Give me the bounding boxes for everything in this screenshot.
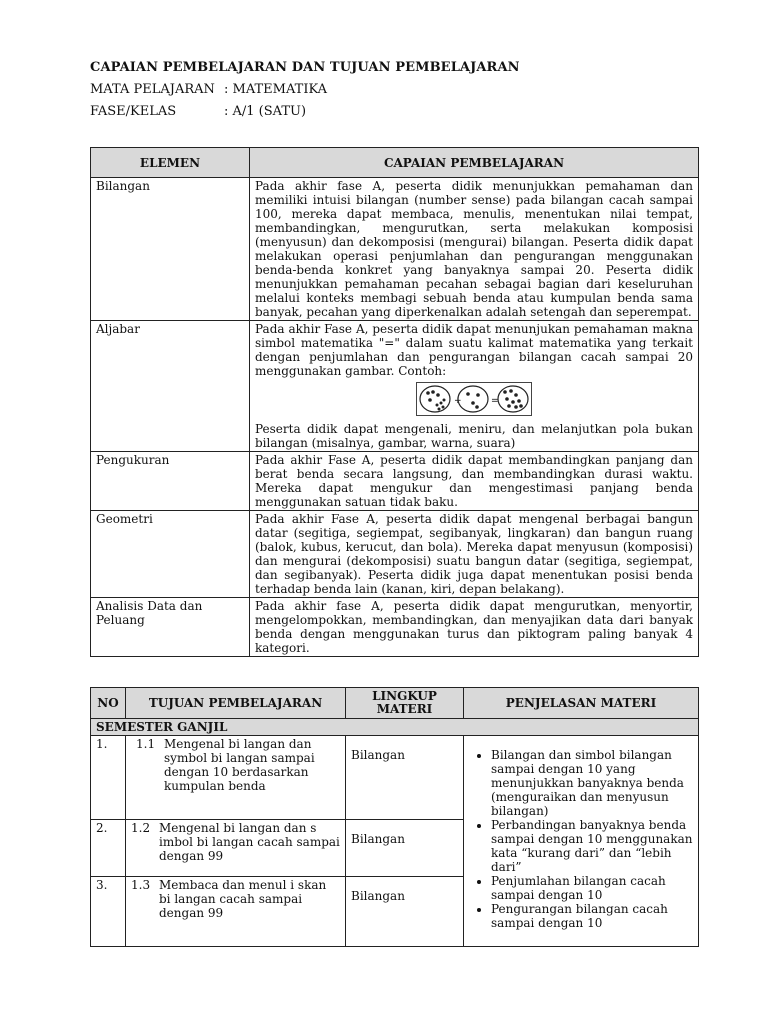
capaian-table-header <box>91 148 699 178</box>
header-lingkup: LINGKUP MATERI <box>346 688 464 719</box>
capaian-cell: Pada akhir fase A, peserta didik menunjukkan pemahaman dan memiliki intuisi bilangan (number sense) pada bilangan cacah sampai 100, mereka dapat membaca, menulis, menentukan nilai tempat, membandingkan, mengurutkan, serta melakukan komposisi (menyusun) dan dekomposisi (mengurai) bilangan. Peserta didik dapat melakukan operasi penjumlahan dan pengurangan menggunakan benda-benda konkret yang banyaknya sampai 20. Peserta didik menunjukkan pemahaman pecahan sebagai bagian dari keseluruhan melalui konteks membagi sebuah benda atau kumpulan benda sama banyak, pecahan yang diperkenalkan adalah setengah dan seperempat. <box>250 178 699 321</box>
capaian-cell <box>250 321 699 452</box>
list-item: • Pengurangan bilangan cacah sampai dengan 10 <box>491 902 693 930</box>
tujuan-number: 1.2 <box>131 821 151 835</box>
semester-row <box>91 719 699 736</box>
elemen-cell: Geometri <box>91 511 250 598</box>
tujuan-number: 1.3 <box>131 878 151 892</box>
list-item: • Penjumlahan bilangan cacah sampai dengan 10 <box>491 874 693 902</box>
table-row <box>91 178 699 321</box>
subject-value: : MATEMATIKA <box>224 82 328 97</box>
tujuan-table-header <box>91 688 699 719</box>
phase-label: FASE/KELAS <box>90 104 177 119</box>
semester-label: SEMESTER GANJIL <box>91 719 699 736</box>
tujuan-cell <box>126 877 346 947</box>
table-row <box>91 452 699 511</box>
capaian-text: Pada akhir Fase A, peserta didik dapat menunjukan pemahaman makna simbol matematika "=" dalam suatu kalimat matematika yang terkait dengan penjumlahan dan pengurangan bilangan cacah sampai 20 menggunakan gambar. Contoh: <box>255 322 693 378</box>
tujuan-text: Mengenal bi langan dan symbol bi langan sampai dengan 10 berdasarkan kumpulan benda <box>164 737 315 793</box>
header-no: NO <box>91 688 126 719</box>
table-row <box>91 736 699 820</box>
list-item: • Perbandingan banyaknya benda sampai dengan 10 menggunakan kata “kurang dari” dan “lebih dari” <box>491 818 693 874</box>
tujuan-text: Mengenal bi langan dan s imbol bi langan cacah sampai dengan 99 <box>159 821 340 863</box>
list-item: • Bilangan dan simbol bilangan sampai dengan 10 yang menunjukkan banyaknya benda (menguraikan dan menyusun bilangan) <box>491 748 693 818</box>
tujuan-text: Membaca dan menul i skan bi langan cacah sampai dengan 99 <box>159 878 327 920</box>
elemen-cell: Analisis Data dan Peluang <box>91 598 250 657</box>
no-cell: 2. <box>91 820 126 877</box>
elemen-cell: Aljabar <box>91 321 250 452</box>
tujuan-cell <box>126 820 346 877</box>
penjelasan-cell <box>464 736 699 947</box>
document-title: CAPAIAN PEMBELAJARAN DAN TUJUAN PEMBELAJARAN <box>90 60 520 75</box>
lingkup-cell: Bilangan <box>346 877 464 947</box>
lingkup-cell: Bilangan <box>346 820 464 877</box>
example-equals: = <box>491 396 499 406</box>
table-row <box>91 511 699 598</box>
lingkup-cell: Bilangan <box>346 736 464 820</box>
elemen-cell: Pengukuran <box>91 452 250 511</box>
elemen-cell: Bilangan <box>91 178 250 321</box>
phase-value: : A/1 (SATU) <box>224 104 307 119</box>
table-row <box>91 598 699 657</box>
example-plus: + <box>454 396 462 406</box>
capaian-cell: Pada akhir Fase A, peserta didik dapat membandingkan panjang dan berat benda secara langsung, dan membandingkan durasi waktu. Mereka dapat mengukur dan mengestimasi panjang benda menggunakan satuan tidak baku. <box>250 452 699 511</box>
capaian-table <box>90 147 699 657</box>
tujuan-number: 1.1 <box>136 737 156 751</box>
no-cell: 1. <box>91 736 126 820</box>
subject-row <box>90 82 327 97</box>
no-cell: 3. <box>91 877 126 947</box>
capaian-text-2: Peserta didik dapat mengenali, meniru, dan melanjutkan pola bukan bilangan (misalnya, gambar, warna, suara) <box>255 422 693 450</box>
header-tujuan: TUJUAN PEMBELAJARAN <box>126 688 346 719</box>
capaian-cell: Pada akhir fase A, peserta didik dapat mengurutkan, menyortir, mengelompokkan, membandingkan, dan menyajikan data dari banyak benda dengan menggunakan turus dan piktogram paling banyak 4 kategori. <box>250 598 699 657</box>
phase-row <box>90 104 306 119</box>
subject-label: MATA PELAJARAN <box>90 82 215 97</box>
table-row <box>91 321 699 452</box>
tujuan-table <box>90 687 699 947</box>
capaian-cell: Pada akhir Fase A, peserta didik dapat mengenal berbagai bangun datar (segitiga, segiempat, segibanyak, lingkaran) dan bangun ruang (balok, kubus, kerucut, dan bola). Mereka dapat menyusun (komposisi) dan mengurai (dekomposisi) suatu bangun datar (segitiga, segiempat, dan segibanyak). Peserta didik juga dapat menentukan posisi benda terhadap benda lain (kanan, kiri, depan belakang). <box>250 511 699 598</box>
penjelasan-list <box>469 748 693 930</box>
header-penjelasan: PENJELASAN MATERI <box>464 688 699 719</box>
header-elemen: ELEMEN <box>91 148 250 178</box>
equality-example-image <box>416 382 532 416</box>
tujuan-cell <box>126 736 346 820</box>
header-capaian: CAPAIAN PEMBELAJARAN <box>250 148 699 178</box>
